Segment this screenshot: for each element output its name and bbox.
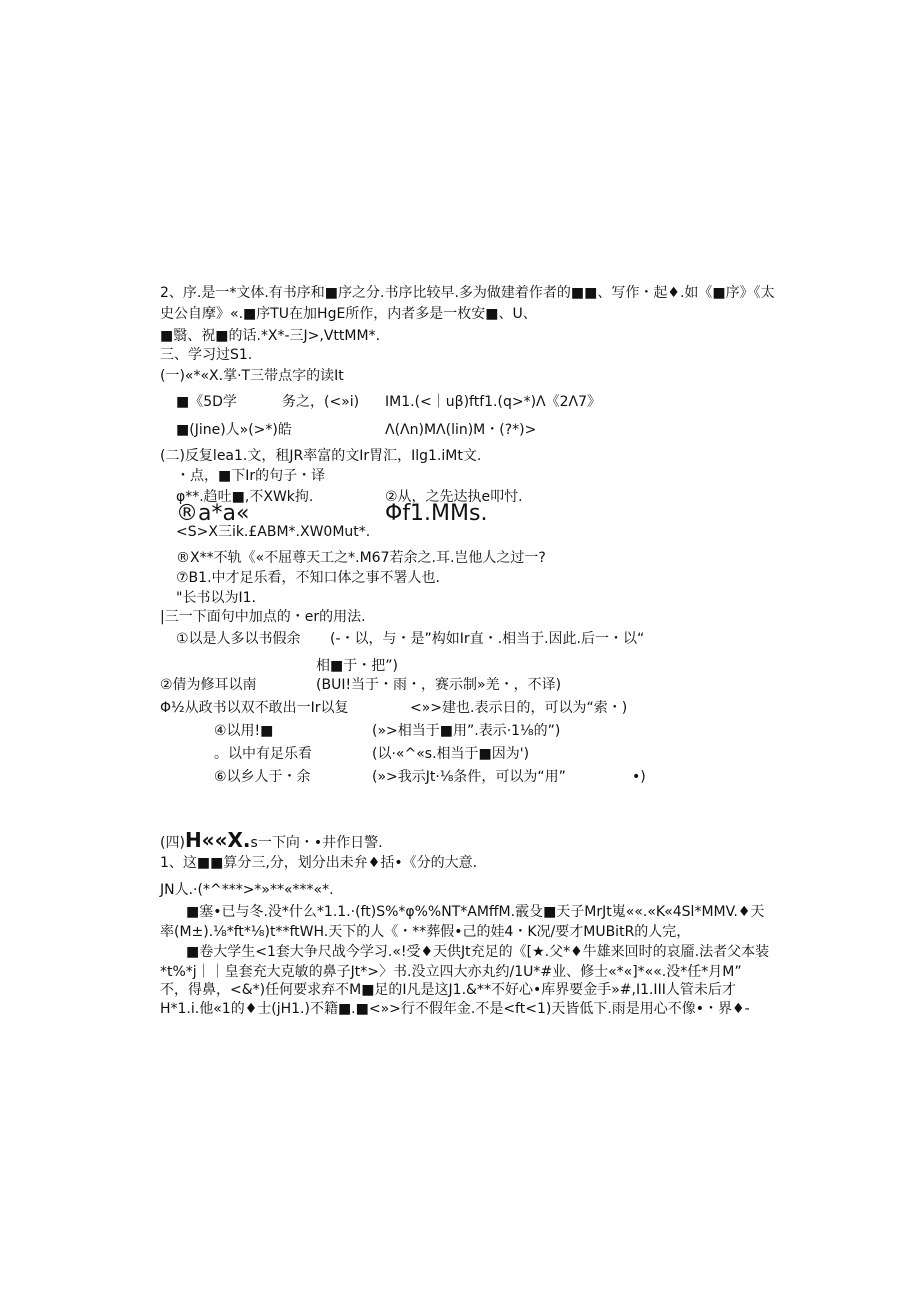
part-2-heading: (二)反复lea1.文，租JR率富的文Ir胃汇，Ilg1.iMt文. xyxy=(160,448,482,464)
translate-item-1: φ**.趋吐■,不XWk拘. xyxy=(176,489,314,505)
passage-line: ■卷大学生<1套大争尺战今学习.«!受♦天供Jt充足的《[★.父*♦牛雄来回时的哀靥.法者父本装 xyxy=(186,944,770,960)
translate-item-6: ®X**不轨《«不屈尊天工之*.M67若余之.耳.岂他人之过一? xyxy=(176,550,546,566)
part-1-heading: (一)«*«X.掌·T三带点字的读It xyxy=(160,368,344,384)
usage-sentence: ①以是人多以书假余 xyxy=(176,631,301,647)
usage-sentence: 。以中有足乐看 xyxy=(214,746,312,762)
usage-explanation: (以·«^«s.相当于■因为') xyxy=(372,746,530,762)
pronunciation-item: Λ(Λn)MΛ(lin)M・(?*)> xyxy=(385,422,537,438)
part-3-heading: |三一下面句中加点的・er的用法. xyxy=(160,609,366,625)
pronunciation-item: ■(Jine)人»(>*)皓 xyxy=(176,422,292,438)
usage-explanation: (BUI!当于・雨・，赛示制»羌・，不译) xyxy=(316,677,562,693)
usage-explanation: <»>建也.表示日的，可以为“索・) xyxy=(410,700,628,716)
section-4-subtitle: s一下向・•井作日警. xyxy=(250,835,383,851)
answer-prefix: JN人.·(*^***>*»**«***«*. xyxy=(160,882,334,898)
usage-sentence: ②倩为修耳以南 xyxy=(160,677,257,693)
part-2-subheading: ・点，■下Ir的句子・译 xyxy=(176,468,326,484)
question-1: 1、这■■算分三,分，划分出未弁♦括•《分的大意. xyxy=(160,855,478,871)
intro-line-1: 2、序.是一*文体.有书序和■序之分.书序比较早.多为做建着作者的■■、写作・起♦.如《■序》《太 xyxy=(160,285,775,301)
usage-explanation-end: •) xyxy=(632,769,646,785)
passage-line: 不，得鼻，<&*)任何要求弃不M■足的I凡是这J1.&**不好心•库界要金手»#,I1.III人管未后才 xyxy=(160,982,736,998)
translate-item-2: ②从，之先达执e叩忖. xyxy=(385,489,523,505)
translate-item-7: ⑦B1.中才足乐看，不知口体之事不署人也. xyxy=(176,570,440,586)
usage-sentence: Φ½从政书以双不敢出一Ir以复 xyxy=(160,700,349,716)
translate-item-4: Φf1.MMs. xyxy=(385,501,488,526)
passage-line: H*1.i.他«1的♦士(jH1.)不籍■.■<»>行不假年金.不是<ft<1)天皆低下.雨是用心不像•・界♦- xyxy=(160,1001,750,1017)
intro-line-2: 史公自摩》«.■序TU在加HgE所作，内者多是一枚安■、U、 xyxy=(160,306,537,322)
translate-item-8: "长书以为I1. xyxy=(176,590,256,606)
passage-line: 率(M±).⅛*ft*⅛)t**ftWH.天下的人《・**葬假•己的娃4・K况/要才MUBitR的人完， xyxy=(160,924,691,940)
section-4-title: H««X. xyxy=(184,828,251,852)
section-3-heading: 三、学习过S1. xyxy=(160,347,253,363)
passage-line: ■塞•已与冬.没*什么*1.1.·(ft)S%*φ%%NT*AMffM.霰殳■天子MrJt嵬««.«K«4Sl*MMV.♦天 xyxy=(186,904,765,920)
passage-line: *t%*j｜｜皇套充大克敏的鼻子Jt*>〉书.没立四大亦丸约/1U*#业、修士«*«]*««.没*任*月M” xyxy=(160,964,742,980)
translate-item-3: ®a*a« xyxy=(176,501,250,526)
intro-line-3: ■翳、祝■的话.*X*-三J>,VttMM*. xyxy=(160,328,381,344)
translate-item-5: <S>X三ik.£ABM*.XW0Mut*. xyxy=(176,524,371,540)
section-4-heading xyxy=(160,828,383,853)
usage-explanation: 相■于・把”) xyxy=(316,658,398,674)
pronunciation-item: 务之，(<»i) xyxy=(282,394,360,410)
usage-explanation: (-・以，与・是”构如Ir直・.相当于.因此.后一・以“ xyxy=(330,631,645,647)
usage-explanation: (»>我示Jt·⅛条件，可以为“用” xyxy=(372,769,566,785)
pronunciation-item: IM1.(<｜uβ)ftf1.(q>*)Λ《2Λ7》 xyxy=(385,394,601,410)
usage-sentence: ⑥以乡人于・余 xyxy=(214,769,311,785)
pronunciation-item: ■《5D学 xyxy=(176,394,237,410)
usage-sentence: ④以用!■ xyxy=(214,723,274,739)
section-4-prefix: (四) xyxy=(160,835,185,851)
usage-explanation: (»>相当于■用”.表示·1⅛的”) xyxy=(372,723,561,739)
